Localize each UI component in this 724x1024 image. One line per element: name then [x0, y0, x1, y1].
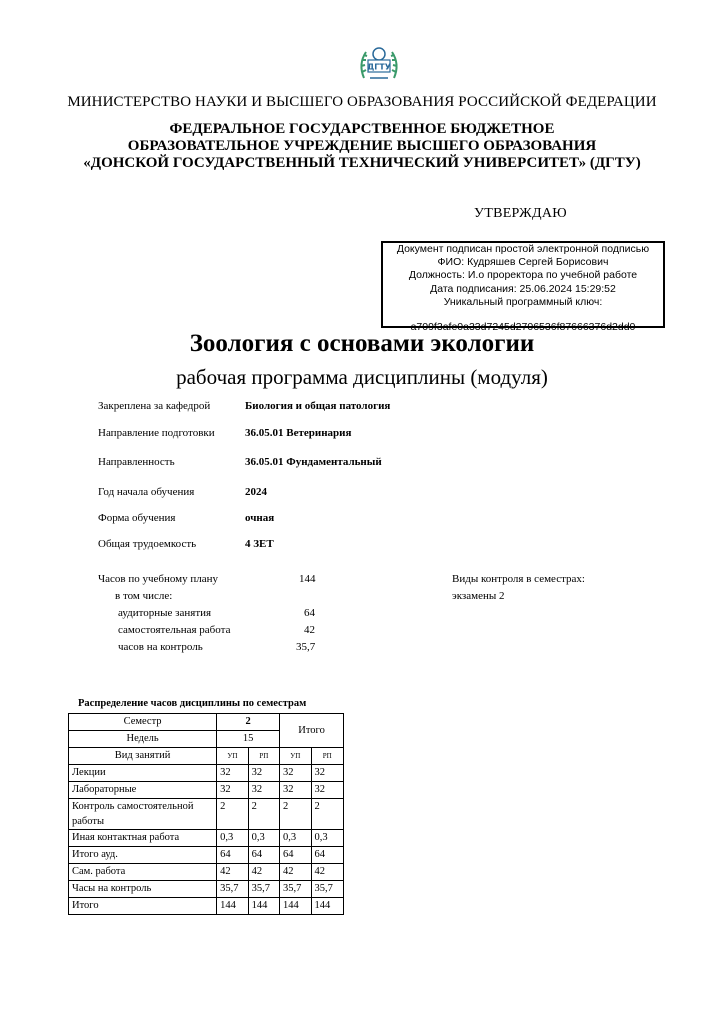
- cell: 2: [217, 799, 248, 830]
- dept-value: Биология и общая патология: [245, 400, 391, 412]
- distribution-table: [68, 713, 344, 915]
- semester-value: 2: [217, 714, 280, 731]
- cell: 35,7: [280, 881, 311, 898]
- cell: 144: [217, 898, 248, 915]
- control-types-value: экзамены 2: [452, 590, 505, 602]
- table-row: [69, 830, 344, 847]
- control-hours-label: часов на контроль: [118, 641, 203, 653]
- cell: 64: [217, 847, 248, 864]
- self-work-label: самостоятельная работа: [118, 624, 231, 636]
- cell: 42: [280, 864, 311, 881]
- discipline-subtitle: рабочая программа дисциплины (модуля): [176, 365, 548, 389]
- kind-label: Вид занятий: [69, 748, 217, 765]
- total-value: 4 ЗЕТ: [245, 538, 274, 550]
- cell: 42: [311, 864, 344, 881]
- row-name: Лабораторные: [69, 782, 217, 799]
- university-name: [0, 121, 724, 172]
- cell: 64: [311, 847, 344, 864]
- cell: 64: [248, 847, 279, 864]
- signature-key: a709f3afe0a33d7245d2706536f87666376d2dd0: [410, 321, 636, 334]
- form-label: Форма обучения: [98, 512, 176, 524]
- cell: 0,3: [280, 830, 311, 847]
- control-types-label: Виды контроля в семестрах:: [452, 573, 585, 585]
- year-label: Год начала обучения: [98, 486, 195, 498]
- cell: 32: [311, 765, 344, 782]
- signature-line: Документ подписан простой электронной подписью: [396, 243, 650, 255]
- university-name-line2: ОБРАЗОВАТЕЛЬНОЕ УЧРЕЖДЕНИЕ ВЫСШЕГО ОБРАЗОВАНИЯ: [127, 138, 597, 154]
- cell: 42: [248, 864, 279, 881]
- weeks-label: Недель: [69, 731, 217, 748]
- auditory-label: аудиторные занятия: [118, 607, 212, 619]
- electronic-signature-box: [381, 241, 665, 334]
- form-value: очная: [245, 512, 275, 524]
- cell: 32: [311, 782, 344, 799]
- table-row: [69, 765, 344, 782]
- table-row: [69, 881, 344, 898]
- table-row: [69, 714, 344, 731]
- cell: 144: [311, 898, 344, 915]
- total-label: Общая трудоемкость: [98, 538, 197, 550]
- plan-hours-value: 144: [299, 573, 316, 585]
- up-header: УП: [217, 748, 248, 765]
- self-work-value: 42: [304, 624, 315, 636]
- signature-position: Должность: И.о проректора по учебной работе: [408, 269, 638, 282]
- cell: 64: [280, 847, 311, 864]
- cell: 2: [311, 799, 344, 830]
- ministry-header: МИНИСТЕРСТВО НАУКИ И ВЫСШЕГО ОБРАЗОВАНИЯ РОССИЙСКОЙ ФЕДЕРАЦИИ: [67, 94, 657, 110]
- auditory-value: 64: [304, 607, 315, 619]
- cell: 2: [248, 799, 279, 830]
- signature-key-label: Уникальный программный ключ:: [443, 295, 603, 308]
- university-logo: [356, 42, 402, 86]
- discipline-title: Зоология с основами экологии: [189, 330, 535, 357]
- cell: 32: [248, 782, 279, 799]
- university-name-line1: ФЕДЕРАЛЬНОЕ ГОСУДАРСТВЕННОЕ БЮДЖЕТНОЕ: [169, 121, 555, 137]
- cell: 2: [280, 799, 311, 830]
- including-label: в том числе:: [115, 590, 173, 602]
- total-header: Итого: [280, 714, 344, 748]
- cell: 0,3: [217, 830, 248, 847]
- semester-label: Семестр: [69, 714, 217, 731]
- cell: 32: [280, 765, 311, 782]
- signature-date: Дата подписания: 25.06.2024 15:29:52: [430, 282, 616, 295]
- cell: 32: [280, 782, 311, 799]
- table-row: [69, 864, 344, 881]
- cell: 32: [217, 782, 248, 799]
- direction-label: Направление подготовки: [98, 427, 215, 439]
- focus-label: Направленность: [98, 456, 175, 468]
- row-name: Сам. работа: [69, 864, 217, 881]
- year-value: 2024: [245, 486, 267, 498]
- cell: 32: [248, 765, 279, 782]
- row-name: Итого: [69, 898, 217, 915]
- plan-hours-label: Часов по учебному плану: [98, 573, 219, 585]
- up-header: УП: [280, 748, 311, 765]
- cell: 35,7: [311, 881, 344, 898]
- distribution-title: Распределение часов дисциплины по семестрам: [78, 698, 307, 709]
- cell: 0,3: [311, 830, 344, 847]
- row-name: Контроль самостоятельной работы: [69, 799, 217, 830]
- cell: 144: [248, 898, 279, 915]
- table-row: [69, 799, 344, 830]
- cell: 35,7: [217, 881, 248, 898]
- signature-name: ФИО: Кудряшев Сергей Борисович: [437, 256, 609, 269]
- cell: 144: [280, 898, 311, 915]
- university-name-line3: «ДОНСКОЙ ГОСУДАРСТВЕННЫЙ ТЕХНИЧЕСКИЙ УНИВЕРСИТЕТ» (ДГТУ): [83, 155, 641, 171]
- table-row: [69, 898, 344, 915]
- dept-label: Закреплена за кафедрой: [98, 400, 211, 412]
- approve-label: УТВЕРЖДАЮ: [474, 206, 567, 221]
- row-name: Часы на контроль: [69, 881, 217, 898]
- row-name: Иная контактная работа: [69, 830, 217, 847]
- cell: 42: [217, 864, 248, 881]
- logo-text: ДГТУ: [367, 62, 391, 72]
- table-row: [69, 748, 344, 765]
- table-row: [69, 847, 344, 864]
- weeks-value: 15: [217, 731, 280, 748]
- control-hours-value: 35,7: [296, 641, 316, 653]
- rp-header: РП: [311, 748, 344, 765]
- direction-value: 36.05.01 Ветеринария: [245, 427, 352, 439]
- cell: 35,7: [248, 881, 279, 898]
- row-name: Лекции: [69, 765, 217, 782]
- cell: 32: [217, 765, 248, 782]
- focus-value: 36.05.01 Фундаментальный: [245, 456, 382, 468]
- cell: 0,3: [248, 830, 279, 847]
- table-row: [69, 782, 344, 799]
- row-name: Итого ауд.: [69, 847, 217, 864]
- rp-header: РП: [248, 748, 279, 765]
